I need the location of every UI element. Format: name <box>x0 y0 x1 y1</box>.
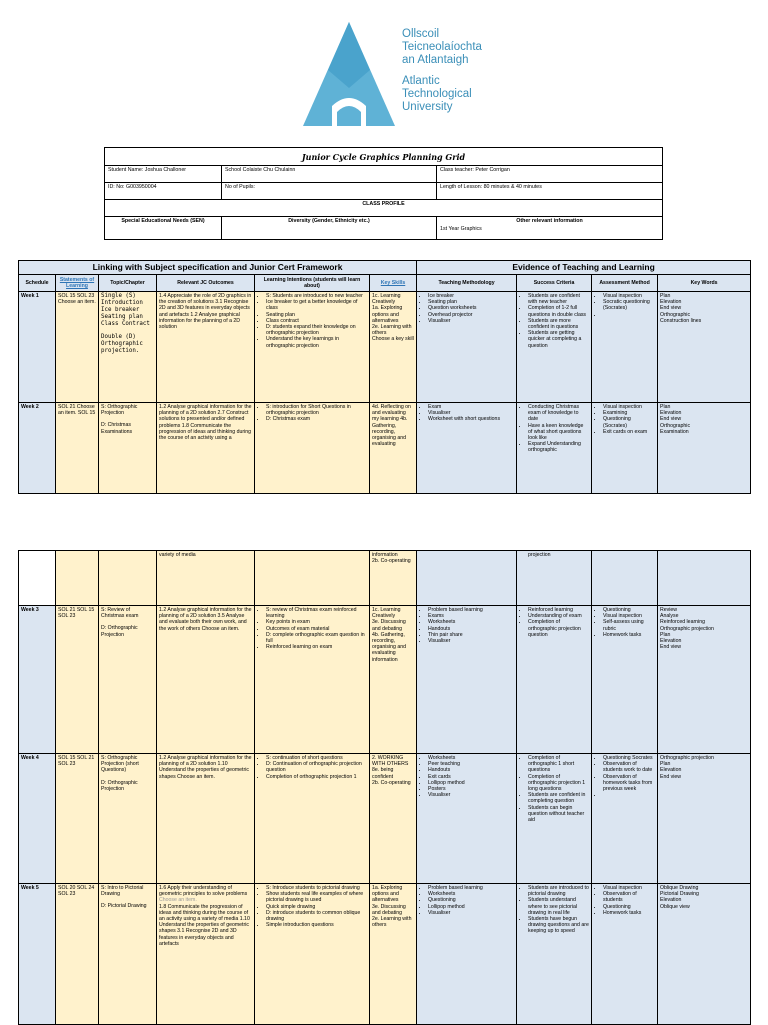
week-label: Week 4 <box>19 754 56 884</box>
list-item: • D: complete orthographic exam question in full <box>266 632 367 644</box>
list-item: • Homework tasks <box>603 632 655 638</box>
list-item: • Observation of students <box>603 891 655 903</box>
sol-cell: SOL 15 SOL 23 Choose an item. <box>56 292 99 403</box>
intentions-cell <box>255 606 370 754</box>
keywords-cell <box>658 292 751 403</box>
list-item: • Homework tasks <box>603 910 655 916</box>
list-item: • Students are confident with new teacher <box>528 293 589 305</box>
planning-table-part-1 <box>18 260 751 494</box>
list-item: • Completion of orthographic projection 1 <box>266 774 367 780</box>
other-info-heading: Other relevant information <box>516 218 583 224</box>
keyword: Examination <box>660 428 689 435</box>
page-title: Junior Cycle Graphics Planning Grid <box>105 148 663 166</box>
list-item: • Worksheets <box>428 891 514 897</box>
list-item: • Visualiser <box>428 792 514 798</box>
skills-cell <box>370 884 417 1025</box>
col-statements-of-learning-link[interactable]: Statements of Learning <box>59 276 95 289</box>
topic-line: Introduction <box>101 300 143 306</box>
methodology-cell <box>417 403 517 494</box>
col-intentions: Learning Intentions (students will learn about) <box>255 275 370 292</box>
list-item: • Completion of 1-2 full questions in double class <box>528 305 589 317</box>
topic-line: Seating plan <box>101 314 143 320</box>
topic-line: Double (D) <box>101 334 136 340</box>
list-item: • Exam <box>428 404 514 410</box>
skill-line: information <box>372 552 398 558</box>
list-item: • Visual inspection <box>603 885 655 891</box>
col-outcomes: Relevant JC Outcomes <box>157 275 255 292</box>
list-item <box>603 312 655 318</box>
list-item: • Examining <box>603 410 655 416</box>
keywords-cell <box>658 403 751 494</box>
list-item: • Socratic questioning (Socrates) <box>603 299 655 311</box>
framework-band-heading: Linking with Subject specification and Junior Cert Framework <box>19 261 417 275</box>
list-item: • Students understand where to see pictorial drawing in real life <box>528 897 589 916</box>
week-label: Week 2 <box>19 403 56 494</box>
list-item: • Questioning (Socrates) <box>603 416 655 428</box>
topic-cell <box>99 606 157 754</box>
methodology-cell <box>417 292 517 403</box>
list-item: • Show students real life examples of where pictorial drawing is used <box>266 891 367 903</box>
col-assessment: Assessment Method <box>592 275 658 292</box>
list-item: • Ice breaker to get a better knowledge of class <box>266 299 367 311</box>
topic-line: S: Orthographic Projection (short Questions) <box>101 755 139 774</box>
list-item: • S: review of Christmas exam reinforced learning <box>266 607 367 619</box>
assessment-cell <box>592 754 658 884</box>
skill-line: 2b. Co-operating <box>372 779 411 786</box>
list-item: • Visual inspection <box>603 293 655 299</box>
list-item: • Peer teaching <box>428 761 514 767</box>
keyword: Oblique Drawing <box>660 885 699 891</box>
success-cell <box>517 403 592 494</box>
list-item: • Visualiser <box>428 410 514 416</box>
list-item: • Outcomes of exam material <box>266 626 367 632</box>
keyword: Plan <box>660 631 671 638</box>
skill-line: 1c. Learning Creatively <box>372 293 401 306</box>
methodology-cell <box>417 884 517 1025</box>
skill-line: 2. WORKING WITH OTHERS <box>372 755 409 768</box>
list-item: • Completion of orthographic projection 1 long questions <box>528 774 589 793</box>
topic-line: D: Pictorial Drawing <box>101 903 147 910</box>
topic-line: D: Orthographic Projection <box>101 779 138 792</box>
list-item: • Understanding of exam <box>528 613 589 619</box>
list-item: • Students can begin question without teacher aid <box>528 805 589 824</box>
intentions-cell <box>255 754 370 884</box>
other-info-cell <box>437 217 663 240</box>
list-item: • Visualiser <box>428 638 514 644</box>
assessment-cell <box>592 884 658 1025</box>
assessment-cell <box>592 292 658 403</box>
skills-cell <box>370 551 417 606</box>
list-item: • Question worksheets <box>428 305 514 311</box>
methodology-cell <box>417 606 517 754</box>
list-item: • Handouts <box>428 767 514 773</box>
list-item: • Visual inspection <box>603 404 655 410</box>
success-cell <box>517 292 592 403</box>
list-item: • Conducting Christmas exam of knowledge to date <box>528 404 589 423</box>
list-item: • Observation of homework tasks from previous week <box>603 774 655 793</box>
year-group: 1st Year Graphics <box>440 226 482 232</box>
keyword: Orthographic projection <box>660 755 714 761</box>
list-item: • Seating plan <box>266 312 367 318</box>
success-cell: projection <box>517 551 592 606</box>
topic-line: Single (S) <box>101 293 136 299</box>
skills-cell <box>370 754 417 884</box>
skill-line: 1a. Exploring options and alternatives <box>372 885 403 904</box>
list-item: • Reinforced learning <box>528 607 589 613</box>
planning-header-table <box>104 147 663 240</box>
list-item: • Expand Understanding orthographic <box>528 441 589 453</box>
list-item: • Key points in exam <box>266 619 367 625</box>
list-item: • Ice breaker <box>428 293 514 299</box>
outcomes-cell: 1.2 Analyse graphical information for the planning of a 2D solution 2.7 Construct solutions to presented and/or defined problems 1.8 Communicate the progression of ideas and thinking during the course of an activity using a <box>157 403 255 494</box>
keyword: Analyse <box>660 613 679 620</box>
keywords-cell <box>658 754 751 884</box>
list-item: • Exit cards <box>428 774 514 780</box>
diversity-heading: Diversity (Gender, Ethnicity etc.) <box>222 217 437 240</box>
student-id: ID: No: G003950004 <box>105 183 222 200</box>
intentions-cell <box>255 403 370 494</box>
keywords-cell <box>658 884 751 1025</box>
school-name: School Colaiste Chu Chulainn <box>222 166 437 183</box>
topic-line: D: Christmas Examinations <box>101 422 133 435</box>
keyword: Elevation <box>660 638 682 645</box>
col-schedule: Schedule <box>19 275 56 292</box>
list-item: • Visualiser <box>428 318 514 324</box>
keyword: Plan <box>660 404 671 410</box>
list-item: • Students have begun drawing questions and are keeping up to speed <box>528 916 589 935</box>
topic-cell <box>99 754 157 884</box>
list-item: • Understand the key learnings in orthographic projection <box>266 336 367 348</box>
logo-line: an Atlantaigh <box>402 54 469 66</box>
week-label: Week 5 <box>19 884 56 1025</box>
keyword: Plan <box>660 761 671 768</box>
student-name: Student Name: Joshua Challoner <box>105 166 222 183</box>
topic-cell <box>99 884 157 1025</box>
sol-cell: SOL 21 Choose an item. SOL 15 <box>56 403 99 494</box>
list-item: • Questioning <box>428 897 514 903</box>
table-row <box>19 606 751 754</box>
number-of-pupils: No of Pupils: <box>222 183 437 200</box>
list-item: • S: Introduce students to pictorial drawing <box>266 885 367 891</box>
logo-line: Atlantic <box>402 75 440 87</box>
sen-heading: Special Educational Needs (SEN) <box>105 217 222 240</box>
week-label: Week 3 <box>19 606 56 754</box>
list-item: • Handouts <box>428 626 514 632</box>
skill-line: 2e. Learning with others <box>372 916 412 929</box>
atu-logo-icon <box>302 20 397 128</box>
skill-line: 3e. Discussing and debating <box>372 903 406 916</box>
keywords-cell <box>658 606 751 754</box>
list-item: • S: continuation of short questions <box>266 755 367 761</box>
topic-line: S: Intro to Pictorial Drawing <box>101 885 144 898</box>
list-item: • Questioning Socrates <box>603 755 655 761</box>
topic-line: Orthographic projection. <box>101 341 143 354</box>
outcomes-cell: 1.4 Appreciate the role of 2D graphics in the creation of solutions 3.1 Recognise 2D and 3D features in everyday objects and artefacts 1.2 Analyse graphical information for the planning of a 2D solution <box>157 292 255 403</box>
keyword: Elevation <box>660 410 682 417</box>
choose-item-placeholder[interactable]: Choose an item. <box>159 897 197 904</box>
list-item: • Class contract <box>266 318 367 324</box>
topic-line: Ice breaker <box>101 307 140 313</box>
methodology-cell <box>417 754 517 884</box>
outcomes-cell: 1.2 Analyse graphical information for the planning of a 2D solution 3.5 Analyse and evaluate both their own work, and the work of others Choose an item. <box>157 606 255 754</box>
topic-line: D: Orthographic Projection <box>101 625 138 638</box>
sol-cell: SOL 15 SOL 21 SOL 23 <box>56 754 99 884</box>
col-success: Success Criteria <box>517 275 592 292</box>
logo-line: Technological <box>402 88 472 100</box>
list-item: • Lollipop method <box>428 904 514 910</box>
list-item: • Visual inspection <box>603 613 655 619</box>
list-item: • Posters <box>428 786 514 792</box>
topic-cell <box>99 292 157 403</box>
list-item: • Seating plan <box>428 299 514 305</box>
keyword: End view <box>660 416 682 423</box>
keyword: Orthographic projection <box>660 625 714 632</box>
list-item: • Simple introduction questions <box>266 922 367 928</box>
table-row <box>19 292 751 403</box>
skill-line: 3e. Discussing and debating <box>372 619 406 632</box>
list-item: • Quick simple drawing <box>266 904 367 910</box>
list-item: • Questioning <box>603 607 655 613</box>
logo-line: Ollscoil <box>402 28 440 40</box>
list-item: • Reinforced learning on exam <box>266 644 367 650</box>
keyword: Review <box>660 607 678 613</box>
keyword: End view <box>660 305 682 312</box>
list-item: • Visualiser <box>428 910 514 916</box>
logo-line: University <box>402 101 453 113</box>
logo-line: Teicneolaíochta <box>402 41 482 53</box>
list-item: • Problem based learning <box>428 607 514 613</box>
keyword: Oblique view <box>660 903 690 910</box>
list-item: • Students are confident in completing question <box>528 792 589 804</box>
success-cell <box>517 884 592 1025</box>
outcomes-cell <box>157 884 255 1025</box>
keyword: Reinforced learning <box>660 619 705 626</box>
list-item: • D: Continuation of orthographic projection question <box>266 761 367 773</box>
col-topic: Topic/Chapter <box>99 275 157 292</box>
list-item: • Have a keen knowledge of what short questions look like <box>528 423 589 442</box>
col-keywords: Key Words <box>658 275 751 292</box>
success-cell <box>517 754 592 884</box>
skill-line: 2b. Co-operating <box>372 558 411 565</box>
skill-line: 1c. Learning Creatively <box>372 607 401 620</box>
outcome-text: 1.8 Communicate the progression of ideas and thinking during the course of an activity using a variety of media 1.10 Understand the properties of geometric shapes 3.1 Recognise 2D and 3D features in everyday objects and artefacts <box>159 903 250 947</box>
list-item: • Students are getting quicker at completing a question <box>528 330 589 349</box>
skill-line: 8e. being confident <box>372 767 394 780</box>
list-item: • Worksheet with short questions <box>428 416 514 422</box>
keyword: Pictorial Drawing <box>660 891 699 898</box>
week-label: Week 1 <box>19 292 56 403</box>
sol-cell: SOL 21 SOL 15 SOL 23 <box>56 606 99 754</box>
intentions-cell <box>255 292 370 403</box>
list-item: • S: Students are introduced to new teacher <box>266 293 367 299</box>
col-methodology: Teaching Methodology <box>417 275 517 292</box>
assessment-cell <box>592 606 658 754</box>
skill-line: 2e. Learning with others <box>372 324 412 337</box>
topic-line: Class Contract <box>101 321 150 327</box>
intentions-cell <box>255 884 370 1025</box>
list-item: • Self-assess using rubric <box>603 619 655 631</box>
list-item: • Students are more confident in questions <box>528 318 589 330</box>
skill-line: Choose a key skill <box>372 336 414 343</box>
list-item: • Observation of students work to date <box>603 761 655 773</box>
keyword: Plan <box>660 293 671 299</box>
list-item <box>603 792 655 798</box>
list-item: • Worksheets <box>428 755 514 761</box>
outcome-text: 1.6 Apply their understanding of geometric principles to solve problems <box>159 885 248 898</box>
table-row <box>19 884 751 1025</box>
skill-line: 1a. Exploring options and alternatives <box>372 305 403 324</box>
list-item: • Questioning <box>603 904 655 910</box>
topic-line: S: Review of Christmas exam <box>101 607 139 620</box>
planning-table-part-2 <box>18 550 751 1025</box>
list-item: • Exit cards on exam <box>603 429 655 435</box>
skill-line: 4b. Gathering, recording, organising and evaluating information <box>372 631 407 663</box>
keyword: End view <box>660 644 682 651</box>
evidence-band-heading: Evidence of Teaching and Learning <box>417 261 751 275</box>
table-row <box>19 403 751 494</box>
list-item: • Completion of orthographic projection question <box>528 619 589 638</box>
keyword: End view <box>660 773 682 780</box>
skills-cell <box>370 606 417 754</box>
table-row <box>19 754 751 884</box>
keyword: Elevation <box>660 897 682 904</box>
skills-cell: 4d. Reflecting on and evaluating my learning 4b. Gathering, recording, organising and evaluating <box>370 403 417 494</box>
success-cell <box>517 606 592 754</box>
atu-logo-text <box>402 28 482 114</box>
table-row <box>19 551 751 606</box>
topic-cell <box>99 403 157 494</box>
list-item: • Overhead projector <box>428 312 514 318</box>
list-item: • Completion of orthographic 1 short questions <box>528 755 589 774</box>
keyword: Elevation <box>660 767 682 774</box>
list-item: • Thin pair share <box>428 632 514 638</box>
keyword: Construction lines <box>660 317 702 324</box>
class-profile-heading: CLASS PROFILE <box>105 200 663 217</box>
list-item: • Students are introduced to pictorial drawing <box>528 885 589 897</box>
col-key-skills-link[interactable]: Key Skills <box>380 279 406 286</box>
list-item: • Problem based learning <box>428 885 514 891</box>
lesson-length: Length of Lesson: 80 minutes & 40 minutes <box>437 183 663 200</box>
list-item: • D: students expand their knowledge on orthographic projection <box>266 324 367 336</box>
keyword: Orthographic <box>660 311 691 318</box>
topic-line: S: Orthographic Projection <box>101 404 138 417</box>
skills-cell <box>370 292 417 403</box>
keyword: Orthographic <box>660 422 691 429</box>
outcomes-cell: variety of media <box>157 551 255 606</box>
keyword: Elevation <box>660 299 682 306</box>
list-item: • D: introduce students to common oblique drawing <box>266 910 367 922</box>
list-item: • Lollipop method <box>428 780 514 786</box>
sol-cell: SOL 20 SOL 24 SOL 23 <box>56 884 99 1025</box>
list-item: • D: Christmas exam <box>266 416 367 422</box>
list-item: • Exams <box>428 613 514 619</box>
class-teacher: Class teacher: Peter Corrigan <box>437 166 663 183</box>
list-item: • S: introduction for Short Questions in orthographic projection <box>266 404 367 416</box>
outcomes-cell: 1.2 Analyse graphical information for the planning of a 2D solution 1.10 Understand the properties of geometric shapes Choose an item. <box>157 754 255 884</box>
assessment-cell <box>592 403 658 494</box>
list-item: • Worksheets <box>428 619 514 625</box>
